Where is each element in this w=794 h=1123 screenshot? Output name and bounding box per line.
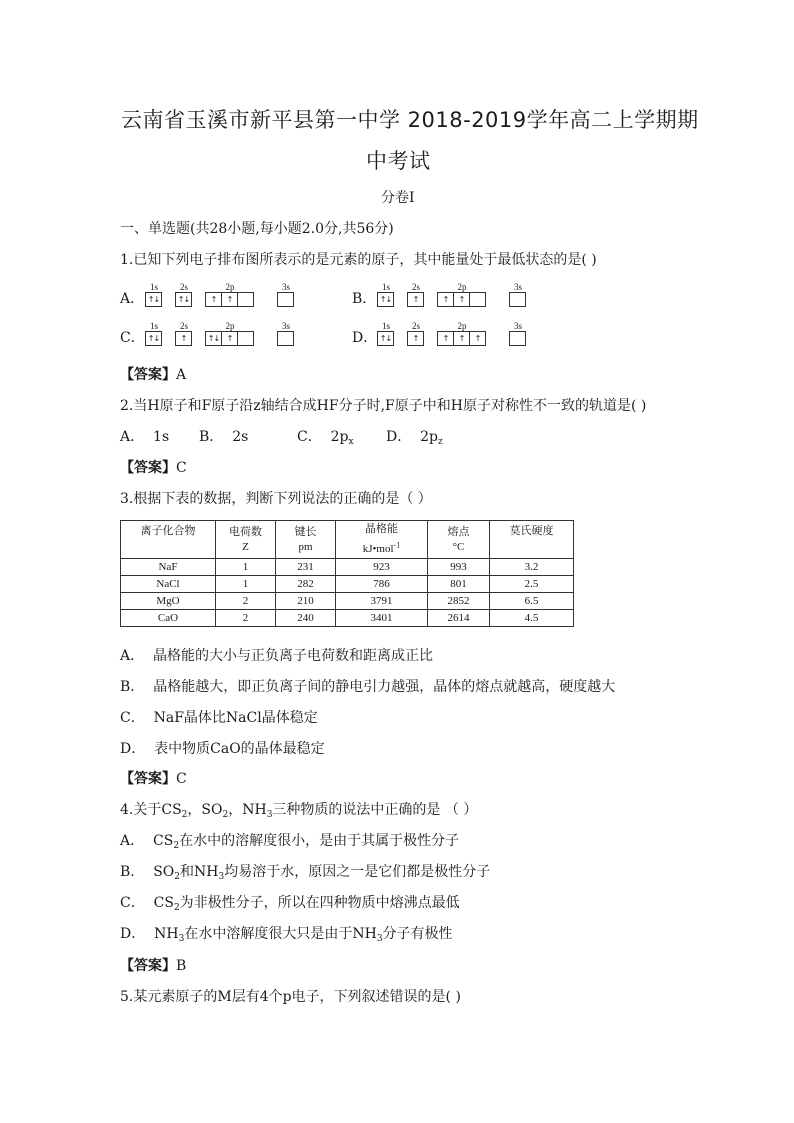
table-header-row [121,521,574,559]
table-header: 莫氏硬度 [490,521,574,559]
table-header: 电荷数 Z [216,521,276,559]
orbital-label: 3s [513,321,522,331]
orbital-label: 2p [457,321,467,331]
table-cell: 210 [276,593,336,610]
table-cell: 3.2 [490,559,574,576]
orbital-box: ↑ [175,331,192,346]
q2-answer: 【答案】C [120,460,187,476]
q2-option-d: D． $2p_z$ [386,429,443,447]
table-cell: 231 [276,559,336,576]
orbital-box: ↑↓ [175,292,192,307]
orbital-box: ↑ [407,331,424,346]
table-cell: 240 [276,610,336,627]
orbital-box: ↑↓ [145,292,162,307]
orbital-box: ↑ [453,292,470,307]
orbital-label: 2s [411,321,420,331]
q3-answer: 【答案】C [120,771,187,787]
q2-stem: 2.当H原子和F原子沿z轴结合成HF分子时,F原子中和H原子对称性不一致的轨道是( ) [120,398,647,414]
table-header: 熔点 °C [428,521,490,559]
section-label: 分卷I [381,190,415,206]
orbital-label: 3s [281,282,290,292]
q2-option-b: B． 2s [199,429,249,445]
table-cell: 2614 [428,610,490,627]
table-cell: 993 [428,559,490,576]
orbital-box: ↑↓ [205,331,222,346]
orbital-box [237,331,254,346]
orbital-box: ↑ [221,292,238,307]
table-header: 键长 pm [276,521,336,559]
orbital-label: 1s [381,321,390,331]
q2-options [120,426,443,447]
q2-option-c: C． $2p_x$ [297,429,354,447]
orbital-box: ↑ [221,331,238,346]
q1-option-b [352,282,522,308]
page-title-line2: 中考试 [366,149,431,173]
table-cell: 2852 [428,593,490,610]
table-header: 离子化合物 [121,521,216,559]
table-cell: 1 [216,559,276,576]
table-cell: 6.5 [490,593,574,610]
table-row [121,559,574,576]
table-cell: 3401 [336,610,428,627]
q3-stem: 3.根据下表的数据，判断下列说法的正确的是（ ） [120,491,432,507]
orbital-box [509,331,526,346]
table-row [121,610,574,627]
orbital-box [237,292,254,307]
part-heading: 一、单选题(共28小题,每小题2.0分,共56分) [120,221,394,237]
orbital-box: ↑↓ [377,331,394,346]
orbital-box [469,292,486,307]
orbital-label: 1s [149,321,158,331]
q4-option-a: A． $CS_2$在水中的溶解度很小，是由于其属于极性分子 [120,833,460,851]
table-cell: 2 [216,593,276,610]
q1-option-a [120,282,290,308]
orbital-label: 2s [179,321,188,331]
q5-stem: 5.某元素原子的M层有4个p电子，下列叙述错误的是( ) [120,989,461,1005]
orbital-box: ↑ [437,292,454,307]
q4-option-d: D． $NH_3$在水中溶解度很大只是由于$NH_3$分子有极性 [120,926,453,944]
answer-value: A [176,367,187,383]
page-title-line1: 云南省玉溪市新平县第一中学 2018-2019学年高二上学期期 [121,108,699,132]
orbital-box [277,292,294,307]
orbital-label: 2s [411,282,420,292]
table-row [121,593,574,610]
orbital-label: 1s [381,282,390,292]
option-letter: A． [120,291,145,307]
table-cell: 2.5 [490,576,574,593]
q1-answer [120,364,186,384]
q2-option-a: A． 1s [120,429,170,445]
q1-option-c [120,321,290,347]
q3-option-b: B． 晶格能越大，即正负离子间的静电引力越强，晶体的熔点就越高，硬度越大 [120,679,616,695]
table-cell: 3791 [336,593,428,610]
orbital-box [509,292,526,307]
q3-option-a: A． 晶格能的大小与正负离子电荷数和距离成正比 [120,648,434,664]
table-cell: 2 [216,610,276,627]
table-cell: 1 [216,576,276,593]
orbital-label: 2s [179,282,188,292]
orbital-box: ↑↓ [145,331,162,346]
table-cell: NaCl [121,576,216,593]
orbital-label: 3s [281,321,290,331]
orbital-label: 2p [225,282,235,292]
answer-label: 【答案】 [120,367,176,383]
q3-option-c: C． NaF晶体比NaCl晶体稳定 [120,710,318,726]
orbital-box: ↑ [453,331,470,346]
orbital-box: ↑ [437,331,454,346]
orbital-label: 2p [457,282,467,292]
table-cell: NaF [121,559,216,576]
q4-option-b: B． $SO_2$和$NH_3$均易溶于水，原因之一是它们都是极性分子 [120,864,491,882]
orbital-box: ↑ [205,292,222,307]
table-cell: MgO [121,593,216,610]
orbital-label: 2p [225,321,235,331]
orbital-box: ↑↓ [377,292,394,307]
q3-data-table [120,520,574,627]
table-cell: 282 [276,576,336,593]
option-letter: B． [352,291,377,307]
table-cell: CaO [121,610,216,627]
orbital-label: 3s [513,282,522,292]
table-header: 晶格能 kJ•mol$^{-1}$ [336,521,428,559]
q4-answer: 【答案】B [120,958,187,974]
q1-option-d [352,321,522,347]
q3-option-d: D． 表中物质CaO的晶体最稳定 [120,741,325,757]
orbital-box: ↑ [407,292,424,307]
orbital-box: ↑ [469,331,486,346]
table-cell: 786 [336,576,428,593]
table-row [121,576,574,593]
q1-stem: 1.已知下列电子排布图所表示的是元素的原子，其中能量处于最低状态的是( ) [120,252,597,268]
table-cell: 4.5 [490,610,574,627]
orbital-label: 1s [149,282,158,292]
orbital-box [277,331,294,346]
q4-option-c: C． $CS_2$为非极性分子，所以在四种物质中熔沸点最低 [120,895,460,913]
q4-stem: 4.关于$CS_2$，$SO_2$，$NH_3$三种物质的说法中正确的是 （ ） [120,802,478,820]
table-cell: 923 [336,559,428,576]
option-letter: C． [120,330,145,346]
table-cell: 801 [428,576,490,593]
option-letter: D． [352,330,378,346]
